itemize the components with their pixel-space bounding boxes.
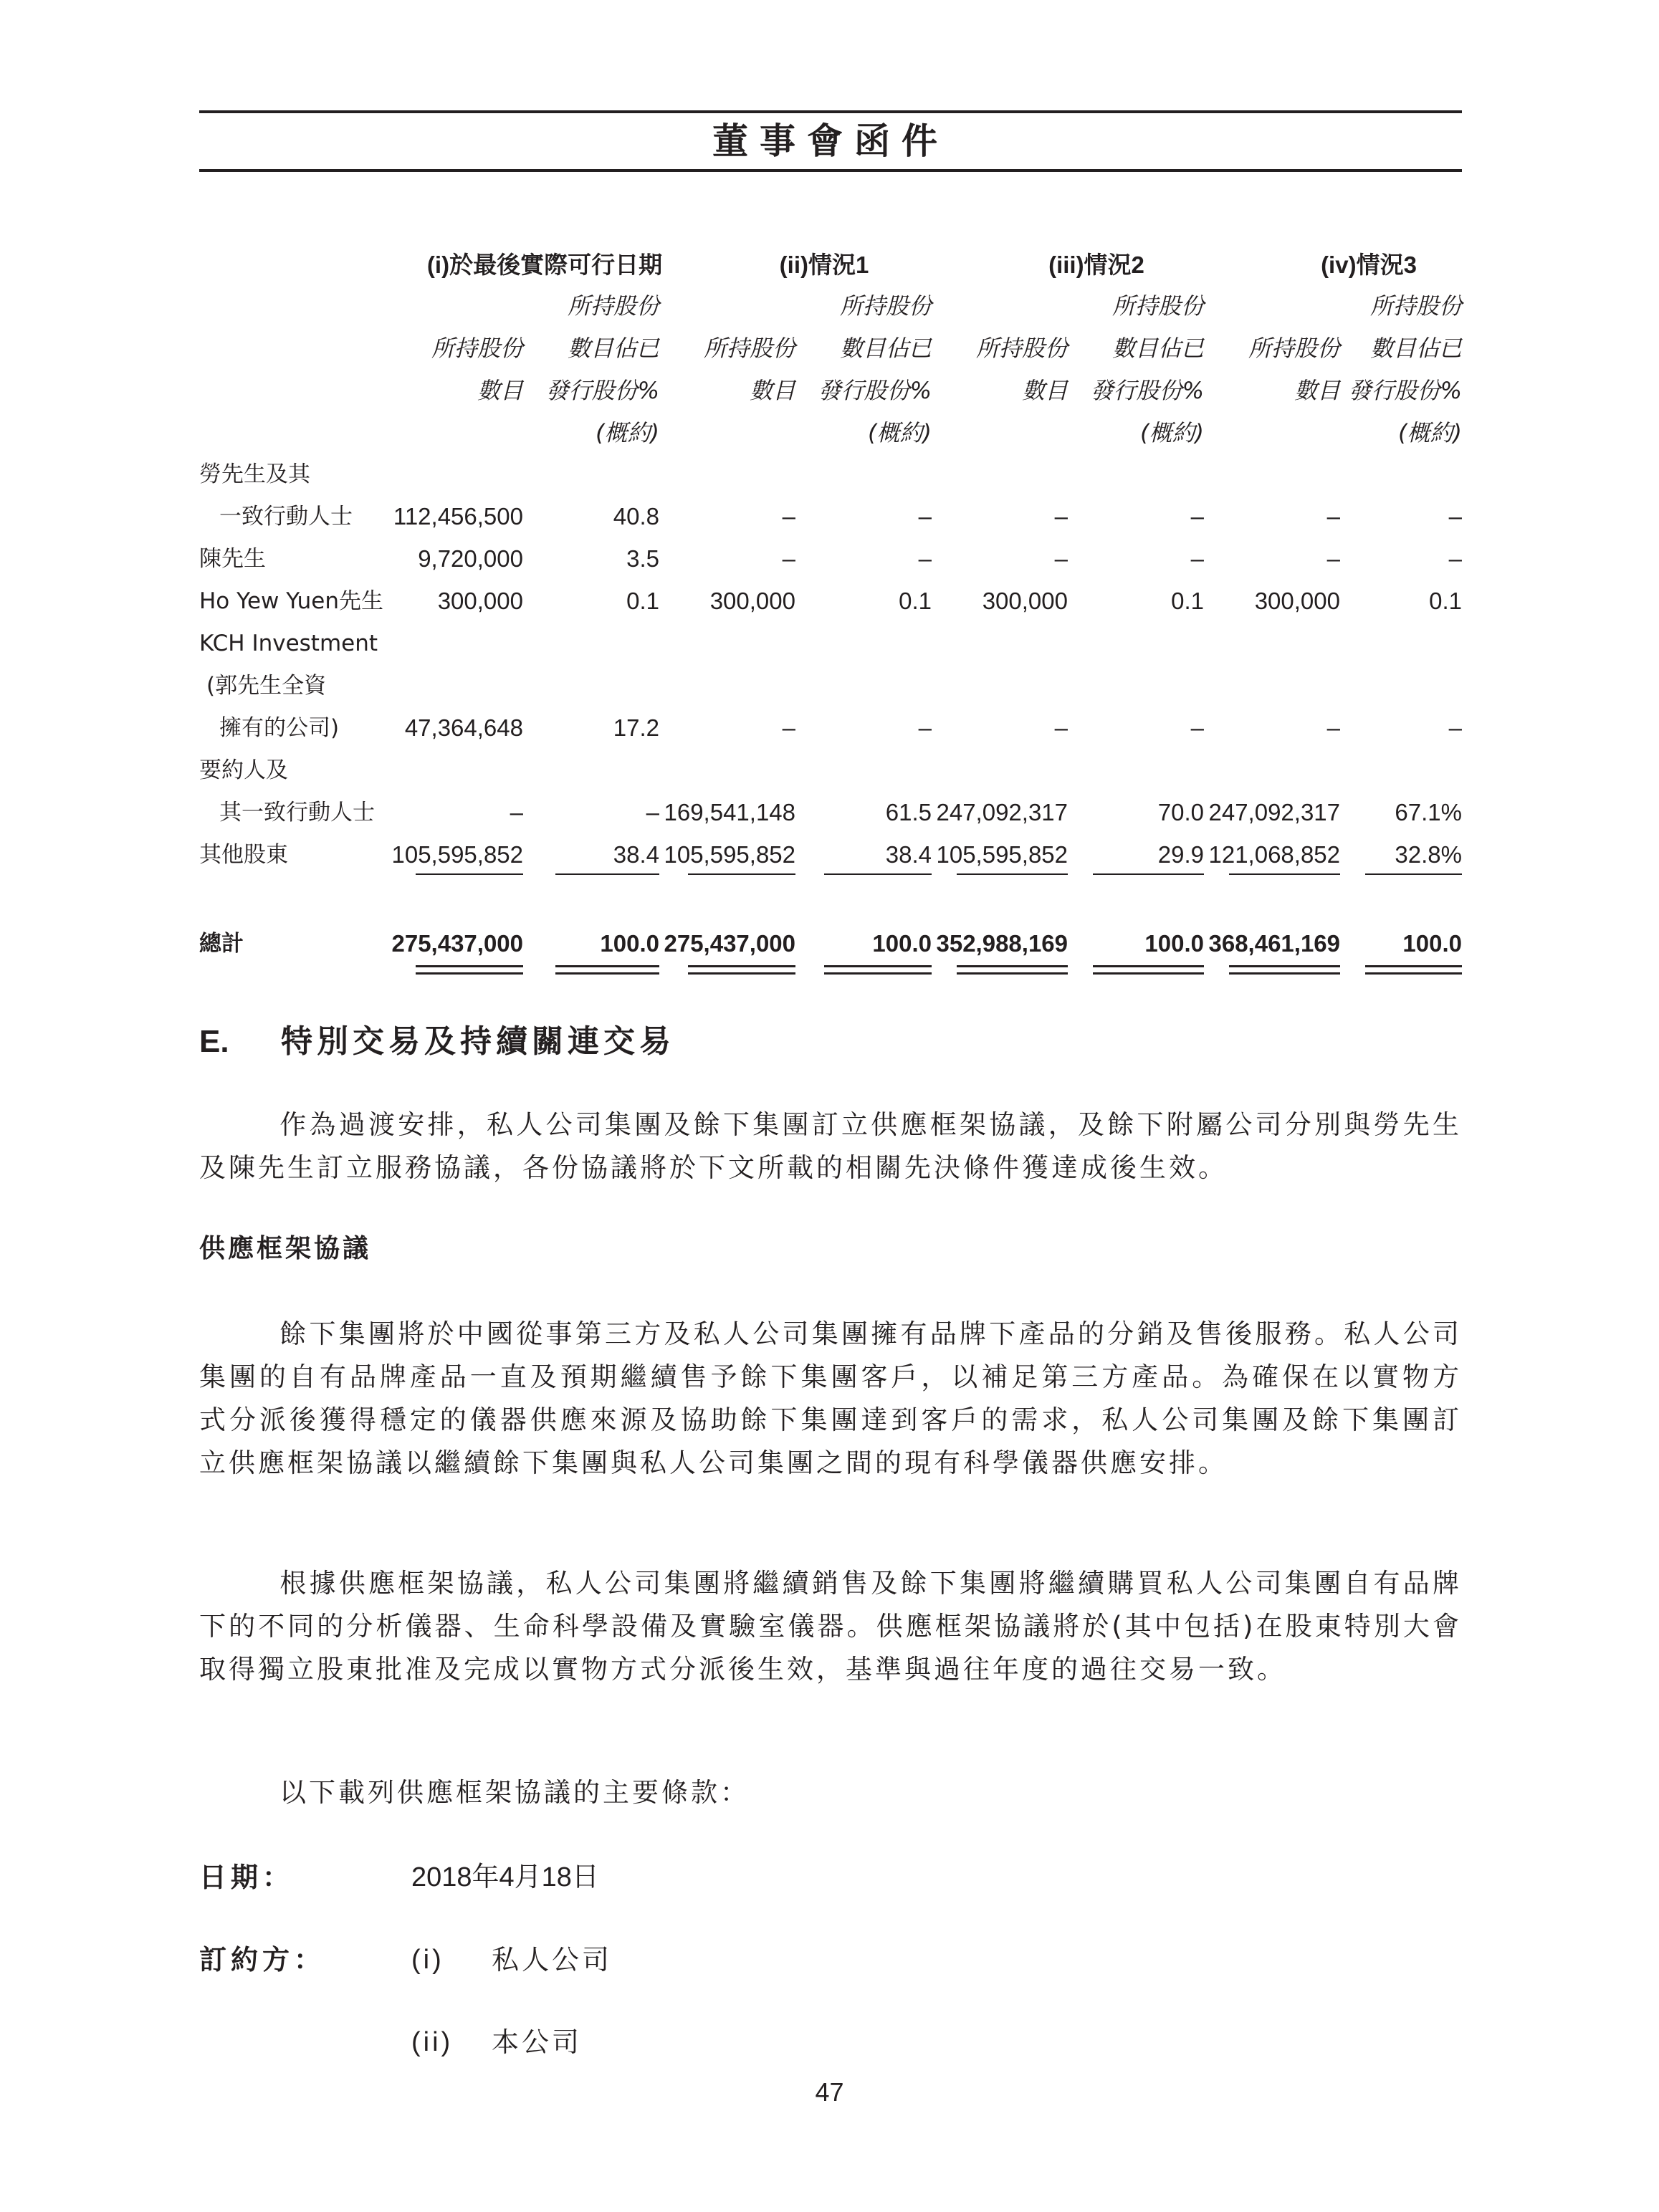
total-double-rule	[416, 965, 523, 975]
table-cell: –	[782, 503, 795, 530]
row-label-ho: Ho Yew Yuen先生	[199, 588, 383, 614]
table-cell: 247,092,317	[936, 799, 1068, 825]
table-cell: –	[1326, 545, 1340, 572]
date-value: 2018年4月18日	[411, 1862, 599, 1892]
table-cell: –	[782, 714, 795, 741]
table-cell: –	[1190, 545, 1204, 572]
row-label-offeror-2: 其一致行動人士	[219, 800, 375, 825]
table-cell: 47,364,648	[404, 714, 523, 741]
row-label-offeror-1: 要約人及	[199, 757, 288, 783]
row-label-lau-1: 勞先生及其	[199, 461, 310, 487]
row-label-kch-1: KCH Investment	[199, 631, 378, 656]
table-cell: –	[510, 799, 523, 825]
subheading-supply-framework: 供應框架協議	[199, 1234, 372, 1263]
total-cell: 100.0	[1402, 930, 1462, 957]
subtotal-rule	[957, 873, 1068, 875]
section-title: 特別交易及持續關連交易	[281, 1023, 675, 1060]
table-cell: 61.5	[885, 799, 932, 825]
table-cell: 105,595,852	[664, 841, 795, 868]
party-1-number: (i)	[411, 1945, 444, 1975]
total-cell: 352,988,169	[936, 930, 1068, 957]
row-label-kch-3: 擁有的公司)	[219, 715, 340, 741]
subtotal-rule	[1365, 873, 1462, 875]
table-cell: 40.8	[613, 503, 659, 530]
table-cell: 67.1%	[1395, 799, 1462, 825]
party-1-name: 私人公司	[492, 1944, 613, 1976]
table-cell: 32.8%	[1395, 841, 1462, 868]
table-cell: 3.5	[626, 545, 659, 572]
table-cell: –	[1326, 714, 1340, 741]
table-cell: 0.1	[626, 588, 659, 614]
party-2-number: (ii)	[411, 2027, 454, 2057]
total-double-rule	[688, 965, 795, 975]
section-letter: E.	[199, 1024, 229, 1059]
total-double-rule	[824, 965, 932, 975]
table-cell: 17.2	[613, 714, 659, 741]
table-cell: –	[1054, 545, 1068, 572]
parties-label: 訂約方：	[199, 1944, 326, 1976]
table-cell: –	[1448, 714, 1462, 741]
table-cell: 0.1	[1429, 588, 1462, 614]
total-cell: 275,437,000	[391, 930, 523, 957]
table-cell: 105,595,852	[936, 841, 1068, 868]
table-cell: 300,000	[437, 588, 523, 614]
table-cell: 9,720,000	[418, 545, 523, 572]
table-cell: –	[918, 714, 932, 741]
row-label-chan: 陳先生	[199, 546, 266, 572]
table-cell: 29.9	[1157, 841, 1204, 868]
total-double-rule	[555, 965, 659, 975]
group-header-3: (iii)情況2	[1048, 252, 1144, 278]
table-cell: –	[782, 545, 795, 572]
table-cell: 300,000	[1254, 588, 1340, 614]
subtotal-rule	[416, 873, 523, 875]
total-double-rule	[957, 965, 1068, 975]
total-cell: 368,461,169	[1208, 930, 1340, 957]
table-cell: 38.4	[885, 841, 932, 868]
table-cell: –	[1326, 503, 1340, 530]
table-cell: 247,092,317	[1208, 799, 1340, 825]
subtotal-rule	[1093, 873, 1204, 875]
table-cell: –	[1054, 714, 1068, 741]
table-cell: 112,456,500	[393, 503, 523, 530]
table-cell: 300,000	[982, 588, 1068, 614]
table-cell: 0.1	[899, 588, 932, 614]
total-double-rule	[1093, 965, 1204, 975]
date-label: 日期：	[199, 1862, 295, 1893]
row-label-lau-2: 一致行動人士	[219, 504, 353, 530]
table-cell: 121,068,852	[1208, 841, 1340, 868]
group-header-1: (i)於最後實際可行日期	[426, 252, 663, 278]
table-cell: 0.1	[1171, 588, 1204, 614]
row-label-others: 其他股東	[199, 842, 288, 868]
table-cell: –	[918, 503, 932, 530]
total-double-rule	[1229, 965, 1340, 975]
table-cell: –	[1054, 503, 1068, 530]
paragraph-3: 以下載列供應框架協議的主要條款：	[279, 1777, 750, 1808]
table-cell: –	[1190, 714, 1204, 741]
table-cell: –	[646, 799, 659, 825]
table-cell: 105,595,852	[391, 841, 523, 868]
table-cell: 38.4	[613, 841, 659, 868]
subtotal-rule	[1229, 873, 1340, 875]
subtotal-rule	[688, 873, 795, 875]
total-cell: 275,437,000	[664, 930, 795, 957]
total-double-rule	[1365, 965, 1462, 975]
table-cell: –	[1448, 503, 1462, 530]
intro-paragraph: 作為過渡安排，私人公司集團及餘下集團訂立供應框架協議，及餘下附屬公司分別與勞先生及陳先生訂立服務協議，各份協議將於下文所載的相關先決條件獲達成後生效。	[199, 1109, 1462, 1183]
group-header-4: (iv)情況3	[1321, 252, 1417, 278]
total-cell: 100.0	[600, 930, 659, 957]
subtotal-rule	[555, 873, 659, 875]
total-cell: 100.0	[872, 930, 932, 957]
paragraph-2: 根據供應框架協議，私人公司集團將繼續銷售及餘下集團將繼續購買私人公司集團自有品牌下的不同的分析儀器、生命科學設備及實驗室儀器。供應框架協議將於(其中包括)在股東特別大會取得獨立股東批准及完成以實物方式分派後生效，基準與過往年度的過往交易一致。	[199, 1568, 1462, 1685]
row-label-total: 總計	[199, 931, 244, 957]
page-number: 47	[815, 2077, 844, 2107]
row-label-kch-2: (郭先生全資	[206, 673, 327, 699]
table-cell: 70.0	[1157, 799, 1204, 825]
table-cell: 300,000	[709, 588, 795, 614]
group-header-2: (ii)情況1	[779, 252, 869, 278]
table-cell: –	[1190, 503, 1204, 530]
subtotal-rule	[824, 873, 932, 875]
table-cell: –	[1448, 545, 1462, 572]
header-bottom-rule	[199, 169, 1462, 172]
paragraph-1: 餘下集團將於中國從事第三方及私人公司集團擁有品牌下產品的分銷及售後服務。私人公司集團的自有品牌產品一直及預期繼續售予餘下集團客戶，以補足第三方產品。為確保在以實物方式分派後獲得穩定的儀器供應來源及協助餘下集團達到客戶的需求，私人公司集團及餘下集團訂立供應框架協議以繼續餘下集團與私人公司集團之間的現有科學儀器供應安排。	[199, 1318, 1462, 1478]
table-cell: 169,541,148	[664, 799, 795, 825]
header-top-rule	[199, 110, 1462, 113]
total-cell: 100.0	[1144, 930, 1204, 957]
party-2-name: 本公司	[492, 2026, 583, 2058]
page-title: 董事會函件	[712, 120, 949, 162]
table-cell: –	[918, 545, 932, 572]
